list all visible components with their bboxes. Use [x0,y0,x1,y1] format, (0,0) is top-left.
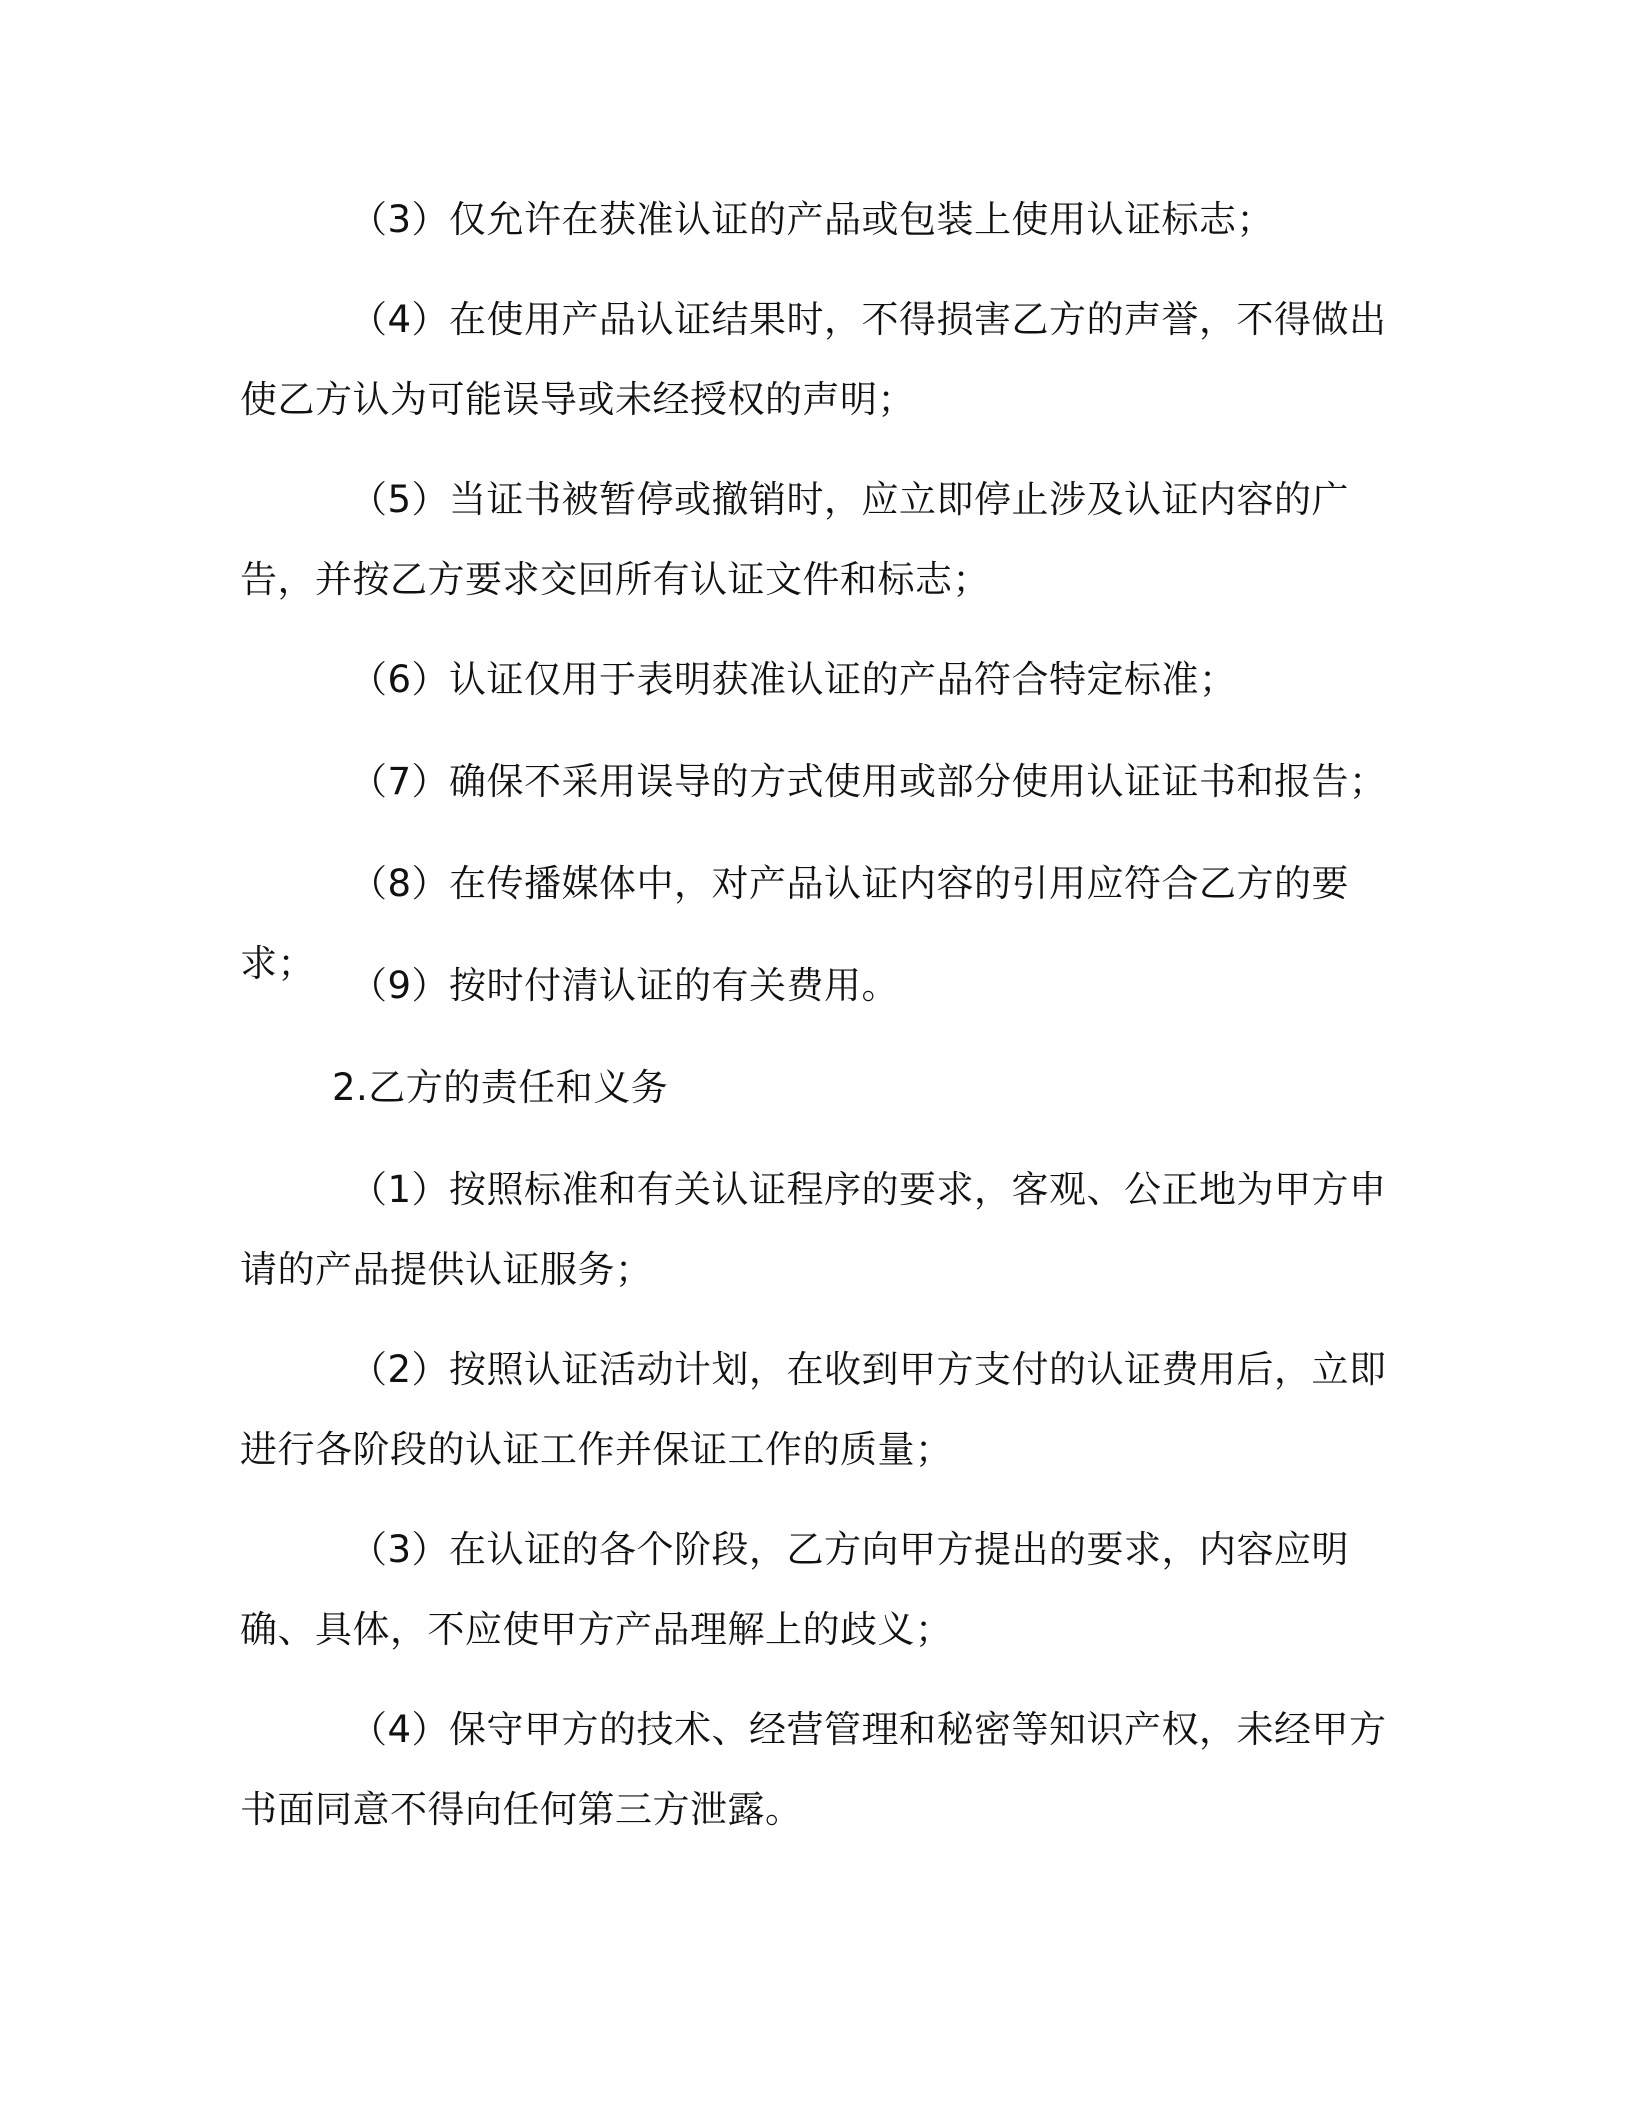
party-b-clause-2: （2）按照认证活动计划，在收到甲方支付的认证费用后，立即进行各阶段的认证工作并保证工作的质量； [240,1348,1387,1471]
party-b-clause-3: （3）在认证的各个阶段，乙方向甲方提出的要求，内容应明确、具体，不应使甲方产品理解上的歧义； [240,1528,1350,1651]
party-b-clause-4: （4）保守甲方的技术、经营管理和秘密等知识产权，未经甲方书面同意不得向任何第三方泄露。 [240,1708,1387,1831]
clause-9-fees: （9）按时付清认证的有关费用。 [350,964,900,1007]
clause-8-media: （8）在传播媒体中，对产品认证内容的引用应符合乙方的要求； [240,862,1350,985]
clause-7-certificate-usage: （7）确保不采用误导的方式使用或部分使用认证证书和报告； [350,760,1387,803]
party-b-clause-1: （1）按照标准和有关认证程序的要求，客观、公正地为甲方申请的产品提供认证服务； [240,1168,1387,1291]
clause-6-standard: （6）认证仅用于表明获准认证的产品符合特定标准； [350,658,1237,701]
clause-3-logo-usage: （3）仅允许在获准认证的产品或包装上使用认证标志； [350,198,1275,241]
clause-4-reputation: （4）在使用产品认证结果时，不得损害乙方的声誉，不得做出使乙方认为可能误导或未经授权的声明； [240,298,1387,421]
clause-5-suspension: （5）当证书被暂停或撤销时，应立即停止涉及认证内容的广告，并按乙方要求交回所有认证文件和标志； [240,478,1350,601]
section-heading-party-b: 2.乙方的责任和义务 [332,1066,669,1109]
